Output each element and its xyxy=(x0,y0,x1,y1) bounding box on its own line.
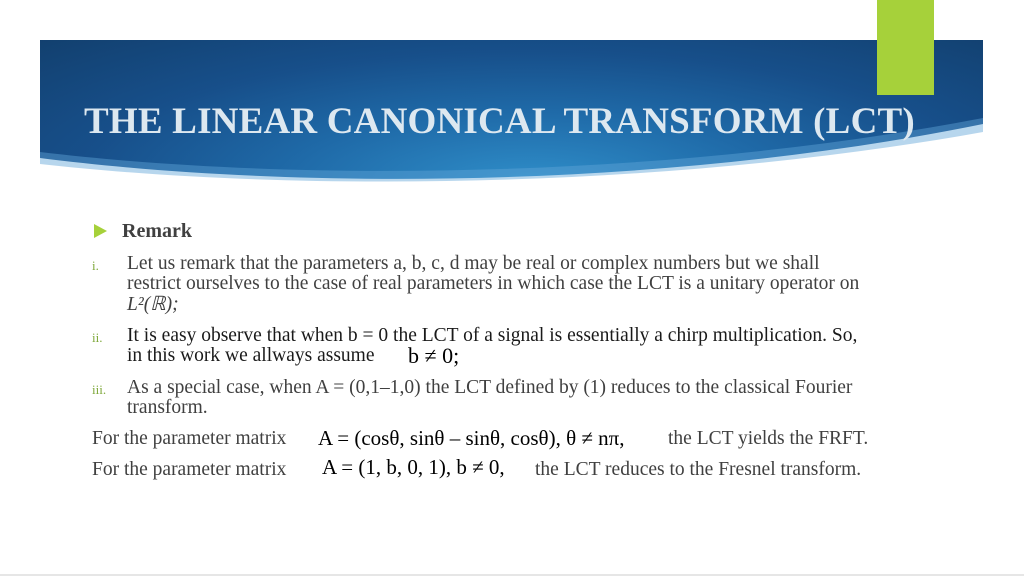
frft-line-suffix: the LCT yields the FRFT. xyxy=(668,428,869,449)
item-ii-line2: in this work we allways assume xyxy=(127,345,375,366)
accent-bar xyxy=(877,0,934,95)
item-iii-line1: As a special case, when A = (0,1–1,0) the LCT defined by (1) reduces to the classical Fourier xyxy=(127,377,853,398)
slide-title: THE LINEAR CANONICAL TRANSFORM (LCT) xyxy=(84,101,915,142)
item-numeral-i: i. xyxy=(92,258,99,273)
frft-formula: A = (cosθ, sinθ – sinθ, cosθ), θ ≠ nπ, xyxy=(318,426,625,450)
item-numeral-iii: iii. xyxy=(92,382,107,397)
fresnel-line-prefix: For the parameter matrix xyxy=(92,459,287,480)
item-i-line1: Let us remark that the parameters a, b, c, d may be real or complex numbers but we shall xyxy=(127,253,820,274)
item-i-line3: L²(ℝ); xyxy=(127,294,179,315)
item-ii-line1: It is easy observe that when b = 0 the LCT of a signal is essentially a chirp multiplication. So, xyxy=(127,325,858,346)
item-numeral-ii: ii. xyxy=(92,330,103,345)
item-i-line2: restrict ourselves to the case of real parameters in which case the LCT is a unitary operator on xyxy=(127,273,860,294)
bullet-arrow-icon xyxy=(94,224,107,238)
fresnel-formula: A = (1, b, 0, 1), b ≠ 0, xyxy=(322,455,505,479)
fresnel-line-suffix: the LCT reduces to the Fresnel transform. xyxy=(535,459,862,480)
remark-heading: Remark xyxy=(122,220,192,242)
item-ii-formula: b ≠ 0; xyxy=(408,343,460,368)
frft-line-prefix: For the parameter matrix xyxy=(92,428,287,449)
item-iii-line2: transform. xyxy=(127,397,208,418)
